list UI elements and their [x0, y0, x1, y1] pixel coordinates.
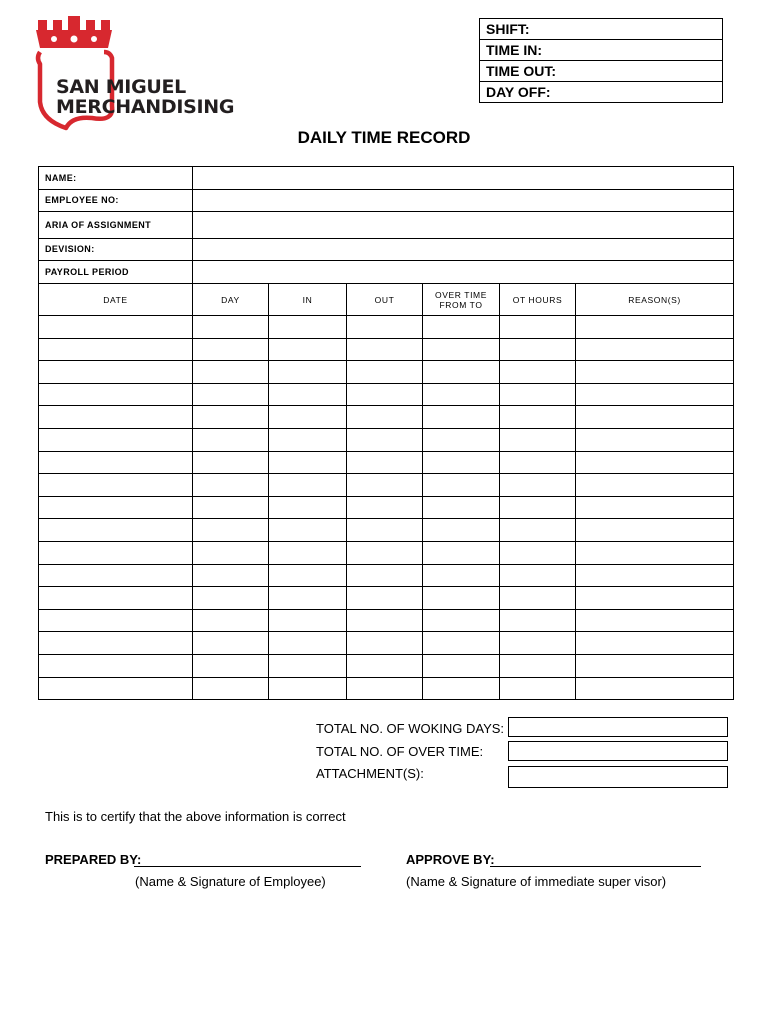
time-entry-cell[interactable] — [576, 654, 734, 677]
approve-by-label: APPROVE BY: — [406, 852, 495, 867]
time-entry-cell[interactable] — [193, 361, 269, 384]
column-header-out: OUT — [347, 284, 423, 316]
time-entry-cell[interactable] — [193, 338, 269, 361]
time-entry-cell[interactable] — [269, 316, 347, 339]
time-entry-cell[interactable] — [500, 406, 576, 429]
time-entry-row — [39, 654, 734, 677]
time-entry-cell[interactable] — [193, 474, 269, 497]
time-entry-cell[interactable] — [39, 541, 193, 564]
time-entry-cell[interactable] — [193, 587, 269, 610]
time-entry-cell[interactable] — [269, 406, 347, 429]
column-header-in: IN — [269, 284, 347, 316]
name-label: NAME: — [39, 167, 193, 190]
time-entry-cell[interactable] — [347, 383, 423, 406]
time-entry-cell[interactable] — [423, 541, 500, 564]
column-header-reasons: REASON(S) — [576, 284, 734, 316]
time-entry-cell[interactable] — [423, 654, 500, 677]
employee-no-label: EMPLOYEE NO: — [39, 190, 193, 212]
time-entry-cell[interactable] — [39, 519, 193, 542]
time-entry-cell[interactable] — [423, 632, 500, 655]
time-entry-cell[interactable] — [39, 406, 193, 429]
time-entry-row — [39, 361, 734, 384]
time-entry-cell[interactable] — [39, 428, 193, 451]
total-over-time-field[interactable] — [508, 741, 728, 761]
time-entry-row — [39, 451, 734, 474]
time-entry-row — [39, 316, 734, 339]
approve-by-caption: (Name & Signature of immediate super visor) — [406, 874, 667, 889]
time-entry-cell[interactable] — [500, 677, 576, 700]
time-entry-cell[interactable] — [347, 677, 423, 700]
time-entry-cell[interactable] — [423, 451, 500, 474]
time-entry-cell[interactable] — [193, 406, 269, 429]
time-entry-cell[interactable] — [269, 654, 347, 677]
time-entry-rows — [39, 316, 734, 700]
time-entry-cell[interactable] — [269, 451, 347, 474]
time-entry-cell[interactable] — [269, 428, 347, 451]
prepared-by-caption: (Name & Signature of Employee) — [135, 874, 326, 889]
employee-no-input-cell[interactable] — [193, 190, 734, 212]
time-entry-cell[interactable] — [347, 338, 423, 361]
time-entry-cell[interactable] — [423, 564, 500, 587]
time-entry-cell[interactable] — [193, 428, 269, 451]
time-entry-cell[interactable] — [269, 496, 347, 519]
time-entry-row — [39, 428, 734, 451]
time-entry-cell[interactable] — [347, 451, 423, 474]
time-entry-cell[interactable] — [39, 474, 193, 497]
time-entry-cell[interactable] — [423, 587, 500, 610]
time-entry-cell[interactable] — [39, 677, 193, 700]
time-entry-cell[interactable] — [576, 541, 734, 564]
total-working-days-field[interactable] — [508, 717, 728, 737]
time-entry-cell[interactable] — [423, 428, 500, 451]
time-entry-cell[interactable] — [347, 316, 423, 339]
time-entry-cell[interactable] — [576, 383, 734, 406]
time-entry-cell[interactable] — [423, 383, 500, 406]
time-entry-cell[interactable] — [576, 361, 734, 384]
time-entry-cell[interactable] — [500, 632, 576, 655]
time-entry-cell[interactable] — [269, 677, 347, 700]
time-entry-cell[interactable] — [39, 632, 193, 655]
time-entry-cell[interactable] — [193, 383, 269, 406]
time-entry-cell[interactable] — [193, 519, 269, 542]
time-entry-cell[interactable] — [423, 496, 500, 519]
division-label: DEVISION: — [39, 239, 193, 261]
time-entry-cell[interactable] — [193, 541, 269, 564]
time-entry-cell[interactable] — [39, 361, 193, 384]
time-entry-row — [39, 587, 734, 610]
time-entry-cell[interactable] — [269, 541, 347, 564]
time-entry-cell[interactable] — [500, 496, 576, 519]
total-working-days-label: TOTAL NO. OF WOKING DAYS: — [316, 721, 505, 736]
time-entry-cell[interactable] — [576, 587, 734, 610]
time-entry-cell[interactable] — [423, 361, 500, 384]
time-entry-cell[interactable] — [39, 564, 193, 587]
time-entry-cell[interactable] — [347, 361, 423, 384]
time-entry-cell[interactable] — [423, 519, 500, 542]
attachments-label: ATTACHMENT(S): — [316, 766, 424, 781]
time-entry-cell[interactable] — [193, 632, 269, 655]
company-logo — [32, 14, 242, 134]
payroll-period-input-cell[interactable] — [193, 261, 734, 284]
time-entry-row — [39, 383, 734, 406]
time-entry-cell[interactable] — [39, 587, 193, 610]
time-entry-cell[interactable] — [576, 496, 734, 519]
time-entry-cell[interactable] — [500, 338, 576, 361]
time-entry-cell[interactable] — [269, 609, 347, 632]
time-entry-cell[interactable] — [347, 519, 423, 542]
time-entry-cell[interactable] — [500, 587, 576, 610]
time-entry-cell[interactable] — [423, 406, 500, 429]
time-entry-cell[interactable] — [269, 564, 347, 587]
time-entry-cell[interactable] — [347, 654, 423, 677]
time-entry-cell[interactable] — [500, 541, 576, 564]
time-entry-cell[interactable] — [500, 564, 576, 587]
time-entry-cell[interactable] — [347, 406, 423, 429]
time-record-table — [38, 166, 734, 700]
time-entry-row — [39, 564, 734, 587]
time-entry-row — [39, 474, 734, 497]
time-entry-row — [39, 496, 734, 519]
time-in-field[interactable]: TIME IN: — [480, 40, 723, 61]
column-header-ot-hours: OT HOURS — [500, 284, 576, 316]
time-entry-cell[interactable] — [500, 383, 576, 406]
time-entry-cell[interactable] — [39, 383, 193, 406]
time-entry-cell[interactable] — [423, 474, 500, 497]
time-entry-cell[interactable] — [269, 587, 347, 610]
time-entry-cell[interactable] — [193, 451, 269, 474]
time-entry-cell[interactable] — [269, 474, 347, 497]
time-entry-cell[interactable] — [347, 564, 423, 587]
time-entry-cell[interactable] — [39, 316, 193, 339]
time-entry-cell[interactable] — [576, 609, 734, 632]
logo-wordmark-line1: SAN MIGUEL — [56, 76, 186, 98]
time-entry-cell[interactable] — [576, 406, 734, 429]
column-header-over-time: OVER TIME FROM TO — [423, 284, 500, 316]
time-entry-cell[interactable] — [193, 496, 269, 519]
time-entry-cell[interactable] — [347, 587, 423, 610]
payroll-period-label: PAYROLL PERIOD — [39, 261, 193, 284]
name-input-cell[interactable] — [193, 167, 734, 190]
time-entry-cell[interactable] — [347, 428, 423, 451]
time-entry-cell[interactable] — [423, 609, 500, 632]
time-entry-cell[interactable] — [423, 316, 500, 339]
certification-statement: This is to certify that the above information is correct — [45, 809, 346, 824]
time-entry-cell[interactable] — [269, 338, 347, 361]
logo-wordmark-line2: MERCHANDISING — [56, 96, 235, 118]
time-entry-cell[interactable] — [423, 677, 500, 700]
total-over-time-label: TOTAL NO. OF OVER TIME: — [316, 744, 484, 759]
time-entry-cell[interactable] — [500, 451, 576, 474]
attachments-field[interactable] — [508, 766, 728, 788]
time-entry-row — [39, 632, 734, 655]
time-entry-cell[interactable] — [576, 451, 734, 474]
time-entry-cell[interactable] — [193, 654, 269, 677]
prepared-by-signature-line[interactable] — [134, 866, 361, 867]
shift-field[interactable]: SHIFT: — [480, 19, 723, 40]
time-entry-cell[interactable] — [576, 632, 734, 655]
time-entry-cell[interactable] — [347, 496, 423, 519]
time-entry-cell[interactable] — [500, 474, 576, 497]
time-entry-cell[interactable] — [39, 496, 193, 519]
column-header-date: DATE — [39, 284, 193, 316]
time-entry-cell[interactable] — [500, 519, 576, 542]
time-entry-cell[interactable] — [269, 383, 347, 406]
time-entry-cell[interactable] — [269, 361, 347, 384]
time-entry-cell[interactable] — [576, 474, 734, 497]
area-of-assignment-input-cell[interactable] — [193, 212, 734, 239]
document-title: DAILY TIME RECORD — [297, 128, 471, 147]
prepared-by-label: PREPARED BY: — [45, 852, 142, 867]
approve-by-signature-line[interactable] — [490, 866, 701, 867]
area-of-assignment-label: ARIA OF ASSIGNMENT — [39, 212, 193, 239]
column-header-day: DAY — [193, 284, 269, 316]
time-entry-cell[interactable] — [500, 316, 576, 339]
time-entry-cell[interactable] — [500, 609, 576, 632]
time-entry-row — [39, 541, 734, 564]
time-entry-row — [39, 406, 734, 429]
time-entry-cell[interactable] — [193, 564, 269, 587]
time-entry-cell[interactable] — [500, 654, 576, 677]
day-off-field[interactable]: DAY OFF: — [480, 82, 723, 103]
time-entry-cell[interactable] — [347, 632, 423, 655]
time-entry-cell[interactable] — [576, 338, 734, 361]
time-entry-cell[interactable] — [576, 677, 734, 700]
time-entry-cell[interactable] — [423, 338, 500, 361]
time-entry-cell[interactable] — [576, 564, 734, 587]
time-entry-cell[interactable] — [269, 632, 347, 655]
shift-info-box — [479, 18, 723, 103]
time-entry-cell[interactable] — [193, 677, 269, 700]
time-entry-cell[interactable] — [576, 428, 734, 451]
time-entry-cell[interactable] — [500, 361, 576, 384]
time-entry-cell[interactable] — [269, 519, 347, 542]
time-entry-cell[interactable] — [39, 451, 193, 474]
time-entry-cell[interactable] — [576, 316, 734, 339]
time-entry-cell[interactable] — [576, 519, 734, 542]
time-entry-cell[interactable] — [39, 338, 193, 361]
division-input-cell[interactable] — [193, 239, 734, 261]
time-entry-row — [39, 609, 734, 632]
time-entry-cell[interactable] — [39, 654, 193, 677]
time-entry-cell[interactable] — [347, 474, 423, 497]
time-entry-cell[interactable] — [193, 316, 269, 339]
time-entry-row — [39, 677, 734, 700]
time-entry-cell[interactable] — [347, 609, 423, 632]
time-out-field[interactable]: TIME OUT: — [480, 61, 723, 82]
time-entry-row — [39, 338, 734, 361]
time-entry-cell[interactable] — [500, 428, 576, 451]
time-entry-cell[interactable] — [347, 541, 423, 564]
time-entry-cell[interactable] — [39, 609, 193, 632]
time-entry-cell[interactable] — [193, 609, 269, 632]
time-entry-row — [39, 519, 734, 542]
